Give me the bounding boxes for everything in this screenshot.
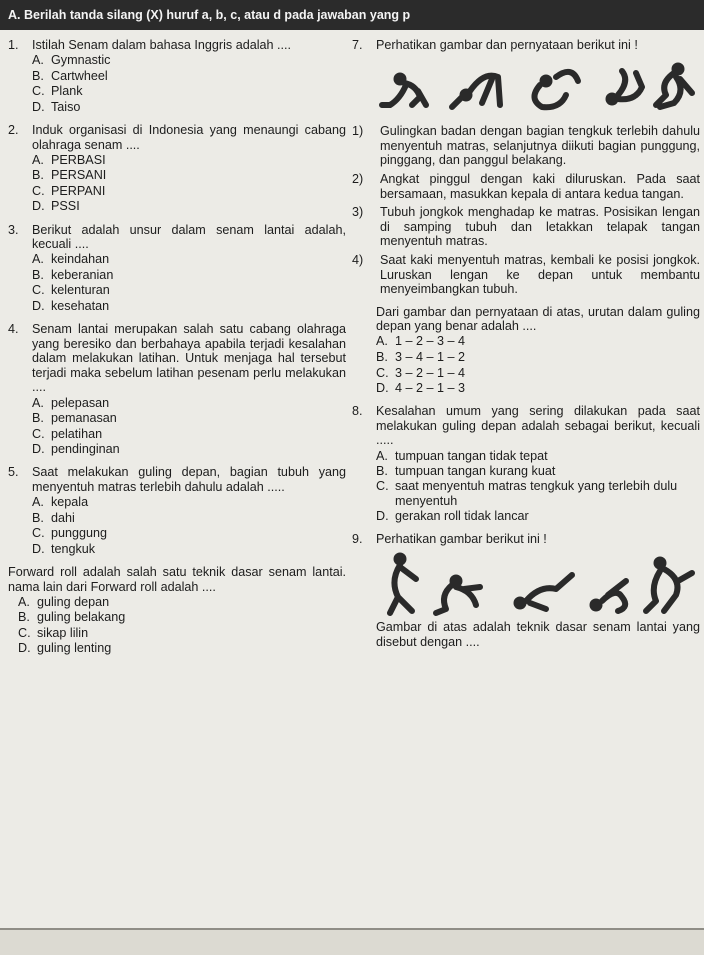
option-c[interactable]: C. saat menyentuh matras tengkuk yang terlebih dulu menyentuh: [376, 479, 678, 508]
option-d[interactable]: D. pendinginan: [32, 442, 120, 457]
question-text: Induk organisasi di Indonesia yang menaungi cabang olahraga senam ....: [32, 122, 346, 152]
question-8: [352, 404, 700, 524]
option-c[interactable]: C. kelenturan: [32, 283, 110, 298]
figure-caption: Gambar di atas adalah teknik dasar senam lantai yang disebut dengan ....: [376, 620, 700, 649]
option-d[interactable]: D. PSSI: [32, 199, 80, 214]
question-4: [8, 322, 346, 457]
instruction-text: A. Berilah tanda silang (X) huruf a, b, c, atau d pada jawaban yang p: [8, 8, 411, 22]
option-b[interactable]: B. dahi: [32, 510, 75, 525]
question-number: 9.: [352, 532, 363, 547]
forward-roll-sequence-figure-1: [360, 55, 696, 113]
gymnastics-technique-figure-2: [360, 551, 696, 617]
question-number: 2.: [8, 122, 19, 137]
question-text: Kesalahan umum yang sering dilakukan pada saat melakukan guling depan adalah sebagai berikut, kecuali .....: [376, 404, 700, 448]
question-6: [8, 565, 346, 657]
option-b[interactable]: B. keberanian: [32, 267, 114, 282]
option-d[interactable]: D. 4 – 2 – 1 – 3: [376, 381, 466, 396]
option-c[interactable]: C. PERPANI: [32, 183, 106, 198]
option-c[interactable]: C. pelatihan: [32, 426, 103, 441]
option-b[interactable]: B. PERSANI: [32, 168, 107, 183]
step-4: 4) Saat kaki menyentuh matras, kembali ke posisi jongkok. Luruskan lengan ke depan untuk membantu menyeimbangkan tubuh.: [352, 252, 700, 297]
right-column: [352, 38, 700, 657]
option-d[interactable]: D. guling lenting: [18, 641, 112, 656]
step-1: 1) Gulingkan badan dengan bagian tengkuk terlebih dahulu menyentuh matras, selanjutnya diikuti bagian punggung, pinggang, dan panggul belakang.: [352, 124, 700, 168]
question-text: Senam lantai merupakan salah satu cabang olahraga yang beresiko dan berbahaya apabila terjadi kesalahan dalam melakukan latihan. Untuk menjaga hal tersebut terjadi maka sebelum latihan pesenam perlu melakukan ....: [32, 322, 346, 395]
question-number: 4.: [8, 322, 19, 337]
option-c[interactable]: C. 3 – 2 – 1 – 4: [376, 365, 466, 380]
option-b[interactable]: B. pemanasan: [32, 411, 117, 426]
question-1: [8, 38, 346, 115]
option-c[interactable]: C. Plank: [32, 84, 83, 99]
question-number: 7.: [352, 38, 363, 52]
question-number: 3.: [8, 222, 19, 237]
option-b[interactable]: B. guling belakang: [18, 610, 126, 625]
option-a[interactable]: A. kepala: [32, 495, 89, 510]
question-text: Perhatikan gambar dan pernyataan berikut ini !: [376, 38, 638, 52]
instruction-header: [0, 0, 704, 30]
option-a[interactable]: A. PERBASI: [32, 152, 106, 167]
question-5: [8, 465, 346, 557]
option-a[interactable]: A. 1 – 2 – 3 – 4: [376, 334, 466, 349]
question-text: Istilah Senam dalam bahasa Inggris adalah ....: [32, 38, 292, 52]
option-d[interactable]: D. tengkuk: [32, 541, 96, 556]
option-a[interactable]: A. pelepasan: [32, 395, 110, 410]
question-2: [8, 123, 346, 215]
question-number: 5.: [8, 465, 19, 480]
option-c[interactable]: C. sikap lilin: [18, 625, 89, 640]
option-d[interactable]: D. Taiso: [32, 99, 81, 114]
option-a[interactable]: A. guling depan: [18, 594, 110, 609]
step-3: 3) Tubuh jongkok menghadap ke matras. Posisikan lengan di samping tubuh dan letakkan telapak tangan menyentuh matras.: [352, 205, 700, 249]
question-9: [352, 532, 700, 649]
question-text: Forward roll adalah salah satu teknik dasar senam lantai. nama lain dari Forward roll adalah ....: [8, 565, 346, 594]
option-a[interactable]: A. Gymnastic: [32, 53, 111, 68]
option-b[interactable]: B. tumpuan tangan kurang kuat: [376, 464, 556, 479]
question-3: [8, 223, 346, 315]
option-d[interactable]: D. gerakan roll tidak lancar: [376, 508, 529, 523]
question-text: Perhatikan gambar berikut ini !: [376, 532, 547, 547]
page-bottom: [0, 930, 704, 955]
option-b[interactable]: B. 3 – 4 – 1 – 2: [376, 350, 466, 364]
question-followup: Dari gambar dan pernyataan di atas, urutan dalam guling depan yang benar adalah ....: [376, 304, 700, 334]
option-b[interactable]: B. Cartwheel: [32, 68, 108, 83]
option-a[interactable]: A. tumpuan tangan tidak tepat: [376, 448, 548, 463]
question-number: 8.: [352, 404, 363, 419]
step-2: 2) Angkat pinggul dengan kaki diluruskan. Pada saat bersamaan, masukkan kepala di antara kedua tangan.: [352, 171, 700, 201]
question-7: [352, 38, 700, 396]
option-d[interactable]: D. kesehatan: [32, 299, 110, 313]
left-column: [8, 38, 346, 665]
option-c[interactable]: C. punggung: [32, 526, 108, 541]
question-number: 1.: [8, 38, 19, 52]
question-text: Berikut adalah unsur dalam senam lantai adalah, kecuali ....: [32, 222, 346, 252]
question-text: Saat melakukan guling depan, bagian tubuh yang menyentuh matras terlebih dahulu adalah .....: [32, 465, 346, 495]
option-a[interactable]: A. keindahan: [32, 252, 110, 267]
